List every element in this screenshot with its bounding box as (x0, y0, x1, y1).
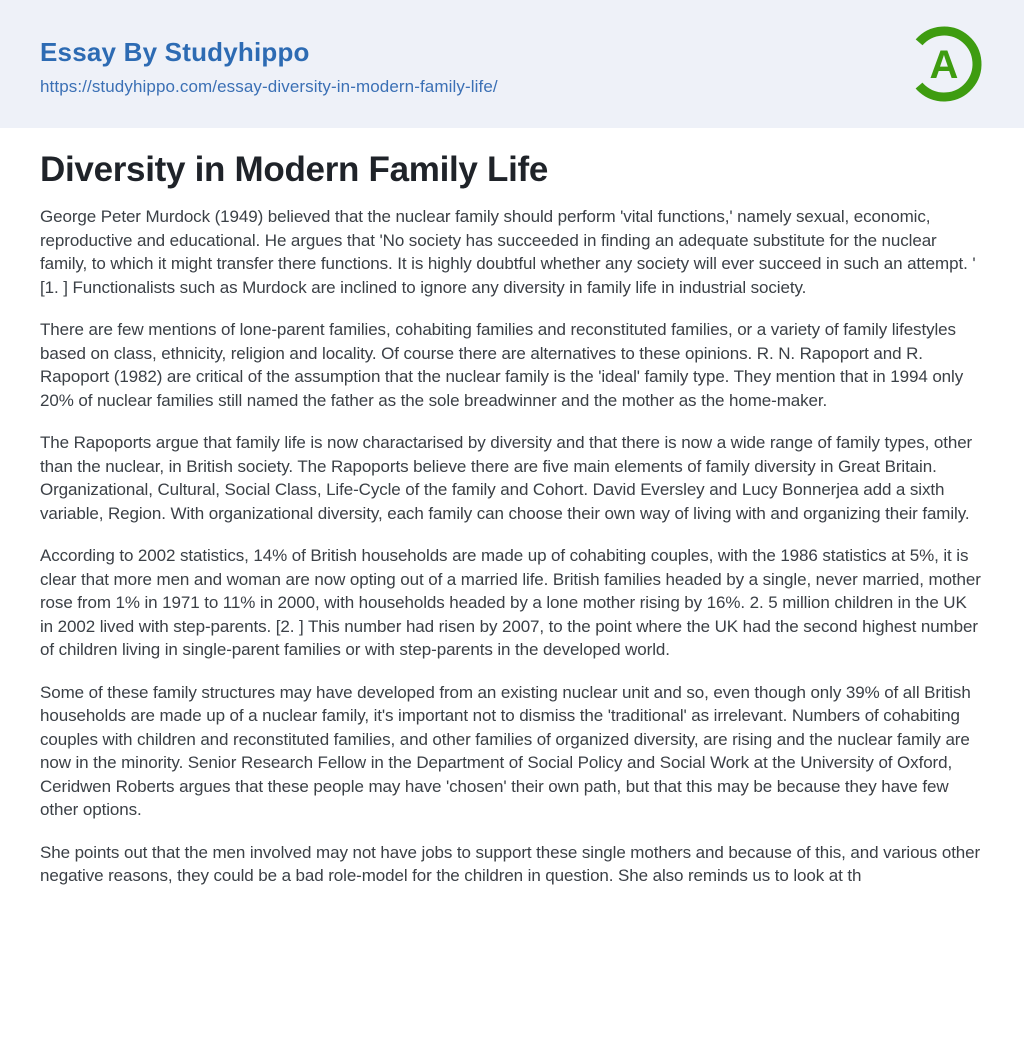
logo-letter: A (929, 43, 959, 87)
essay-url-link[interactable]: https://studyhippo.com/essay-diversity-in-modern-family-life/ (40, 77, 498, 96)
page-title: Diversity in Modern Family Life (40, 150, 549, 189)
brand-block (40, 31, 498, 97)
essay-paragraph-5: Some of these family structures may have developed from an existing nuclear unit and so, even though only 39% of all British households are made up of a nuclear family, it's important not to dismiss the 'traditional' as irrelevant. Numbers of cohabiting couples with children and reconstituted families, and other families of organized diversity, are rising and the nuclear family are now in the minority. Senior Research Fellow in the Department of Social Policy and Social Work at the University of Oxford, Ceridwen Roberts argues that these people may have 'chosen' their own path, but that this may be because they have few other options. (40, 682, 971, 819)
essay-paragraph-3: The Rapoports argue that family life is now charactarised by diversity and that there is now a wide range of family types, other than the nuclear, in British society. The Rapoports believe there are five main elements of family diversity in Great Britain. Organizational, Cultural, Social Class, Life-Cycle of the family and Cohort. David Eversley and Lucy Bonnerjea add a sixth variable, Region. With organizational diversity, each family can choose their own way of living with and organizing their family. (40, 433, 973, 523)
page-header (0, 0, 1024, 128)
essay-paragraph-2: There are few mentions of lone-parent families, cohabiting families and reconstituted families, or a variety of family lifestyles based on class, ethnicity, religion and locality. Of course there are alternatives to these opinions. R. N. Rapoport and R. Rapoport (1982) are critical of the assumption that the nuclear family is the 'ideal' family type. They mention that in 1994 only 20% of nuclear families still named the father as the sole breadwinner and the mother as the home-maker. (40, 320, 964, 410)
essay-content (0, 128, 1024, 947)
essay-paragraph-1: George Peter Murdock (1949) believed that the nuclear family should perform 'vital functions,' namely sexual, economic, reproductive and educational. He argues that 'No society has succeeded in finding an adequate substitute for the nuclear family, to which it might transfer there functions. It is highly doubtful whether any society will ever succeed in such an attempt. ' [1. ] Functionalists such as Murdock are inclined to ignore any diversity in family life in industrial society. (40, 207, 976, 297)
brand-title: Essay By Studyhippo (40, 37, 310, 67)
studyhippo-logo-icon (904, 24, 984, 104)
essay-paragraph-6: She points out that the men involved may not have jobs to support these single mothers and because of this, and various other negative reasons, they could be a bad role-model for the children in question. She also reminds us to look at th (40, 842, 981, 885)
essay-paragraph-4: According to 2002 statistics, 14% of British households are made up of cohabiting couples, with the 1986 statistics at 5%, it is clear that more men and woman are now opting out of a married life. British families headed by a single, never married, mother rose from 1% in 1971 to 11% in 2000, with households headed by a lone mother rising by 16%. 2. 5 million children in the UK in 2002 lived with step-parents. [2. ] This number had risen by 2007, to the point where the UK had the second highest number of children living in single-parent families or with step-parents in the developed world. (40, 546, 981, 659)
